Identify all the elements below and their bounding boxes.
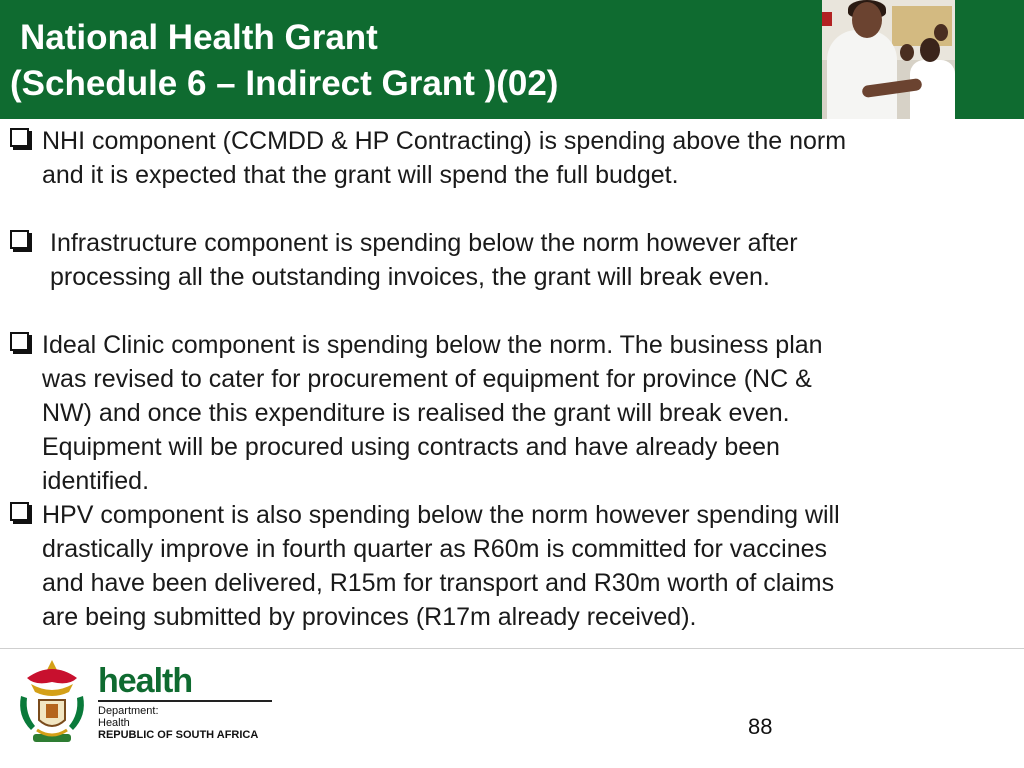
bullet-line: Infrastructure component is spending below the norm however after (50, 229, 798, 257)
bullet-line: identified. (42, 467, 150, 495)
bullet-line: NW) and once this expenditure is realised the grant will break even. (42, 399, 790, 427)
bullet-line: was revised to cater for procurement of equipment for province (NC & (42, 365, 812, 393)
bullet-ideal-clinic-component (10, 328, 1000, 498)
coat-of-arms-icon (17, 656, 87, 750)
bullet-line: HPV component is also spending below the norm however spending will (42, 501, 840, 529)
department-name: Health (98, 717, 130, 729)
bullet-line: drastically improve in fourth quarter as R60m is committed for vaccines (42, 535, 828, 563)
nurse-with-children-photo (822, 0, 955, 119)
hollow-square-bullet-icon (10, 230, 29, 249)
health-logo-wordmark: health (98, 662, 193, 700)
bullet-line: and have been delivered, R15m for transport and R30m worth of claims (42, 569, 835, 597)
slide-title-line1: National Health Grant (20, 18, 378, 57)
bullet-line: NHI component (CCMDD & HP Contracting) is spending above the norm (42, 127, 847, 155)
title-banner (0, 0, 1024, 119)
logo-underline (98, 700, 272, 702)
slide-title-line2: (Schedule 6 – Indirect Grant )(02) (10, 64, 559, 103)
department-line: Department: (98, 705, 159, 717)
slide-title (10, 15, 558, 107)
bullet-line: are being submitted by provinces (R17m already received). (42, 603, 697, 631)
hollow-square-bullet-icon (10, 502, 29, 521)
hollow-square-bullet-icon (10, 332, 29, 351)
bullet-nhi-component (10, 124, 1000, 192)
bullet-hpv-component (10, 498, 1000, 634)
page-number: 88 (748, 714, 773, 739)
bullet-line: and it is expected that the grant will spend the full budget. (42, 161, 679, 189)
bullet-line: Equipment will be procured using contracts and have already been (42, 433, 780, 461)
country-name: REPUBLIC OF SOUTH AFRICA (98, 729, 259, 741)
department-label (98, 705, 258, 741)
bullet-list (10, 124, 1000, 634)
bullet-line: processing all the outstanding invoices, the grant will break even. (50, 263, 770, 291)
bullet-infrastructure-component (10, 226, 1000, 294)
bullet-line: Ideal Clinic component is spending below the norm. The business plan (42, 331, 823, 359)
footer-divider (0, 648, 1024, 649)
hollow-square-bullet-icon (10, 128, 29, 147)
